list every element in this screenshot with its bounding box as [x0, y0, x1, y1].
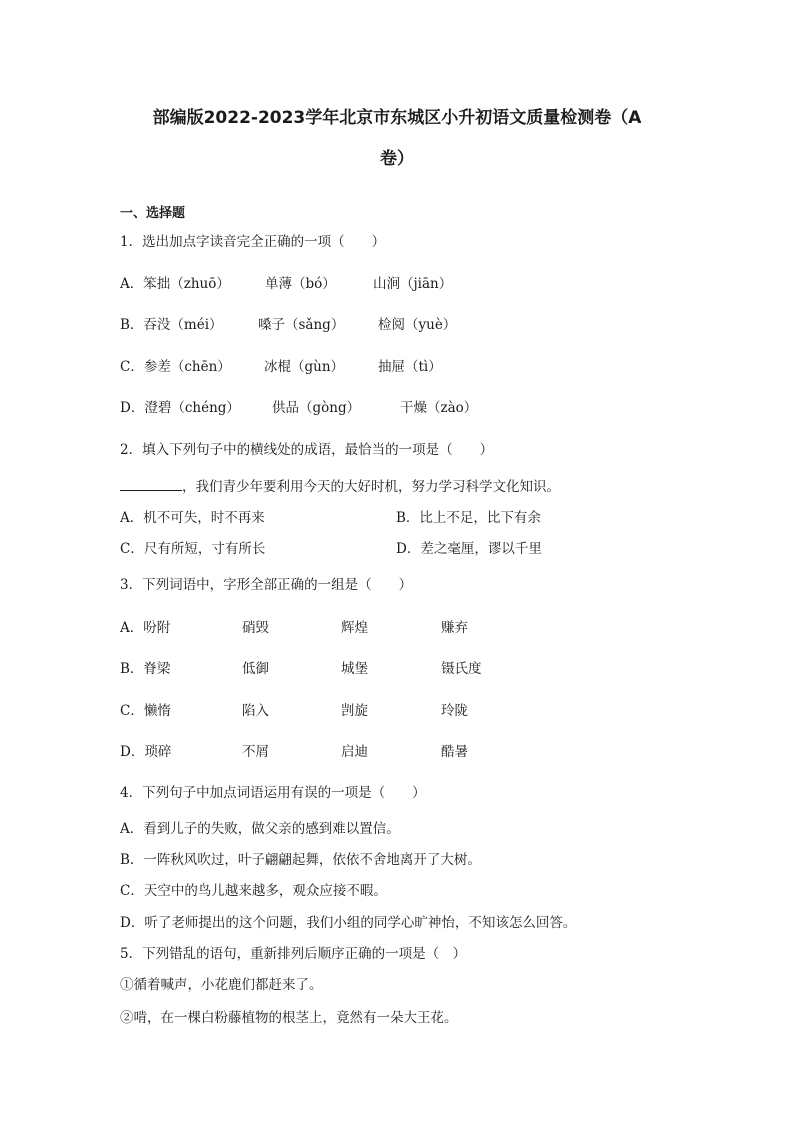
q3-option-b-word2: 低御: [242, 661, 269, 677]
fill-in-blank: [120, 478, 182, 491]
q1-option-d-word3: 干燥（zào）: [400, 400, 478, 416]
q2-option-c: C．尺有所短，寸有所长: [120, 541, 266, 557]
q3-option-c: C．懒惰: [120, 703, 171, 719]
q1-option-d: D．澄碧（chéng）: [120, 400, 240, 416]
question-5-stem: 5．下列错乱的语句，重新排列后顺序正确的一项是（ ）: [120, 946, 467, 962]
q3-option-d-word3: 启迪: [341, 744, 368, 760]
q4-option-c: C．天空中的鸟儿越来越多，观众应接不暇。: [120, 883, 387, 899]
q1-option-b: B．吞没（méi）: [120, 317, 223, 333]
document-title: 部编版2022-2023学年北京市东城区小升初语文质量检测卷（A: [152, 108, 642, 128]
q3-option-b-word4: 镊氏度: [441, 661, 482, 677]
q3-option-c-word2: 陷入: [242, 703, 269, 719]
question-4-stem: 4．下列句子中加点词语运用有误的一项是（ ）: [120, 785, 426, 801]
question-1-stem: 1．选出加点字读音完全正确的一项（ ）: [120, 234, 386, 250]
q3-option-b-word3: 城堡: [341, 661, 368, 677]
q5-sentence-2: ②啃，在一棵白粉藤植物的根茎上，竟然有一朵大王花。: [120, 1010, 458, 1026]
q2-sentence-text: ，我们青少年要利用今天的大好时机，努力学习科学文化知识。: [182, 479, 560, 495]
document-title-continued: 卷）: [380, 149, 414, 169]
q2-sentence: [120, 478, 560, 496]
q1-option-b-word2: 嗓子（sǎng）: [258, 317, 345, 333]
q4-option-d: D．听了老师提出的这个问题，我们小组的同学心旷神怡，不知该怎么回答。: [120, 915, 577, 931]
q1-option-d-word2: 供品（gòng）: [272, 400, 361, 416]
q1-option-c-word2: 冰棍（gùn）: [264, 359, 345, 375]
q3-option-c-word3: 剀旋: [341, 703, 368, 719]
q3-option-d-word2: 不屑: [242, 744, 269, 760]
q1-option-a-word3: 山涧（jiān）: [373, 276, 453, 292]
q1-option-a-word2: 单薄（bó）: [265, 276, 336, 292]
q5-sentence-1: ①循着喊声，小花鹿们都赶来了。: [120, 977, 323, 993]
q3-option-b: B．脊梁: [120, 661, 171, 677]
q3-option-a: A．吩附: [120, 620, 171, 636]
q3-option-a-word3: 辉煌: [341, 620, 368, 636]
q2-option-b: B．比上不足，比下有余: [396, 510, 541, 526]
q1-option-b-word3: 检阅（yuè）: [378, 317, 457, 333]
question-3-stem: 3．下列词语中，字形全部正确的一组是（ ）: [120, 577, 413, 593]
q4-option-a: A．看到儿子的失败，做父亲的感到难以置信。: [120, 821, 400, 837]
q2-option-a: A．机不可失，时不再来: [120, 510, 265, 526]
q1-option-c: C．参差（chēn）: [120, 359, 231, 375]
q3-option-a-word4: 赚弃: [441, 620, 468, 636]
q3-option-a-word2: 硝毁: [242, 620, 269, 636]
q4-option-b: B．一阵秋风吹过，叶子翩翩起舞，依依不舍地离开了大树。: [120, 852, 481, 868]
q3-option-d-word4: 酷暑: [441, 744, 468, 760]
q3-option-d: D．琐碎: [120, 744, 172, 760]
section-heading: 一、选择题: [120, 206, 186, 221]
q1-option-a: A．笨拙（zhuō）: [120, 276, 230, 292]
question-2-stem: 2．填入下列句子中的横线处的成语，最恰当的一项是（ ）: [120, 442, 494, 458]
q2-option-d: D．差之毫厘，谬以千里: [396, 541, 542, 557]
q3-option-c-word4: 玲陇: [441, 703, 468, 719]
q1-option-c-word3: 抽屉（tì）: [378, 359, 442, 375]
